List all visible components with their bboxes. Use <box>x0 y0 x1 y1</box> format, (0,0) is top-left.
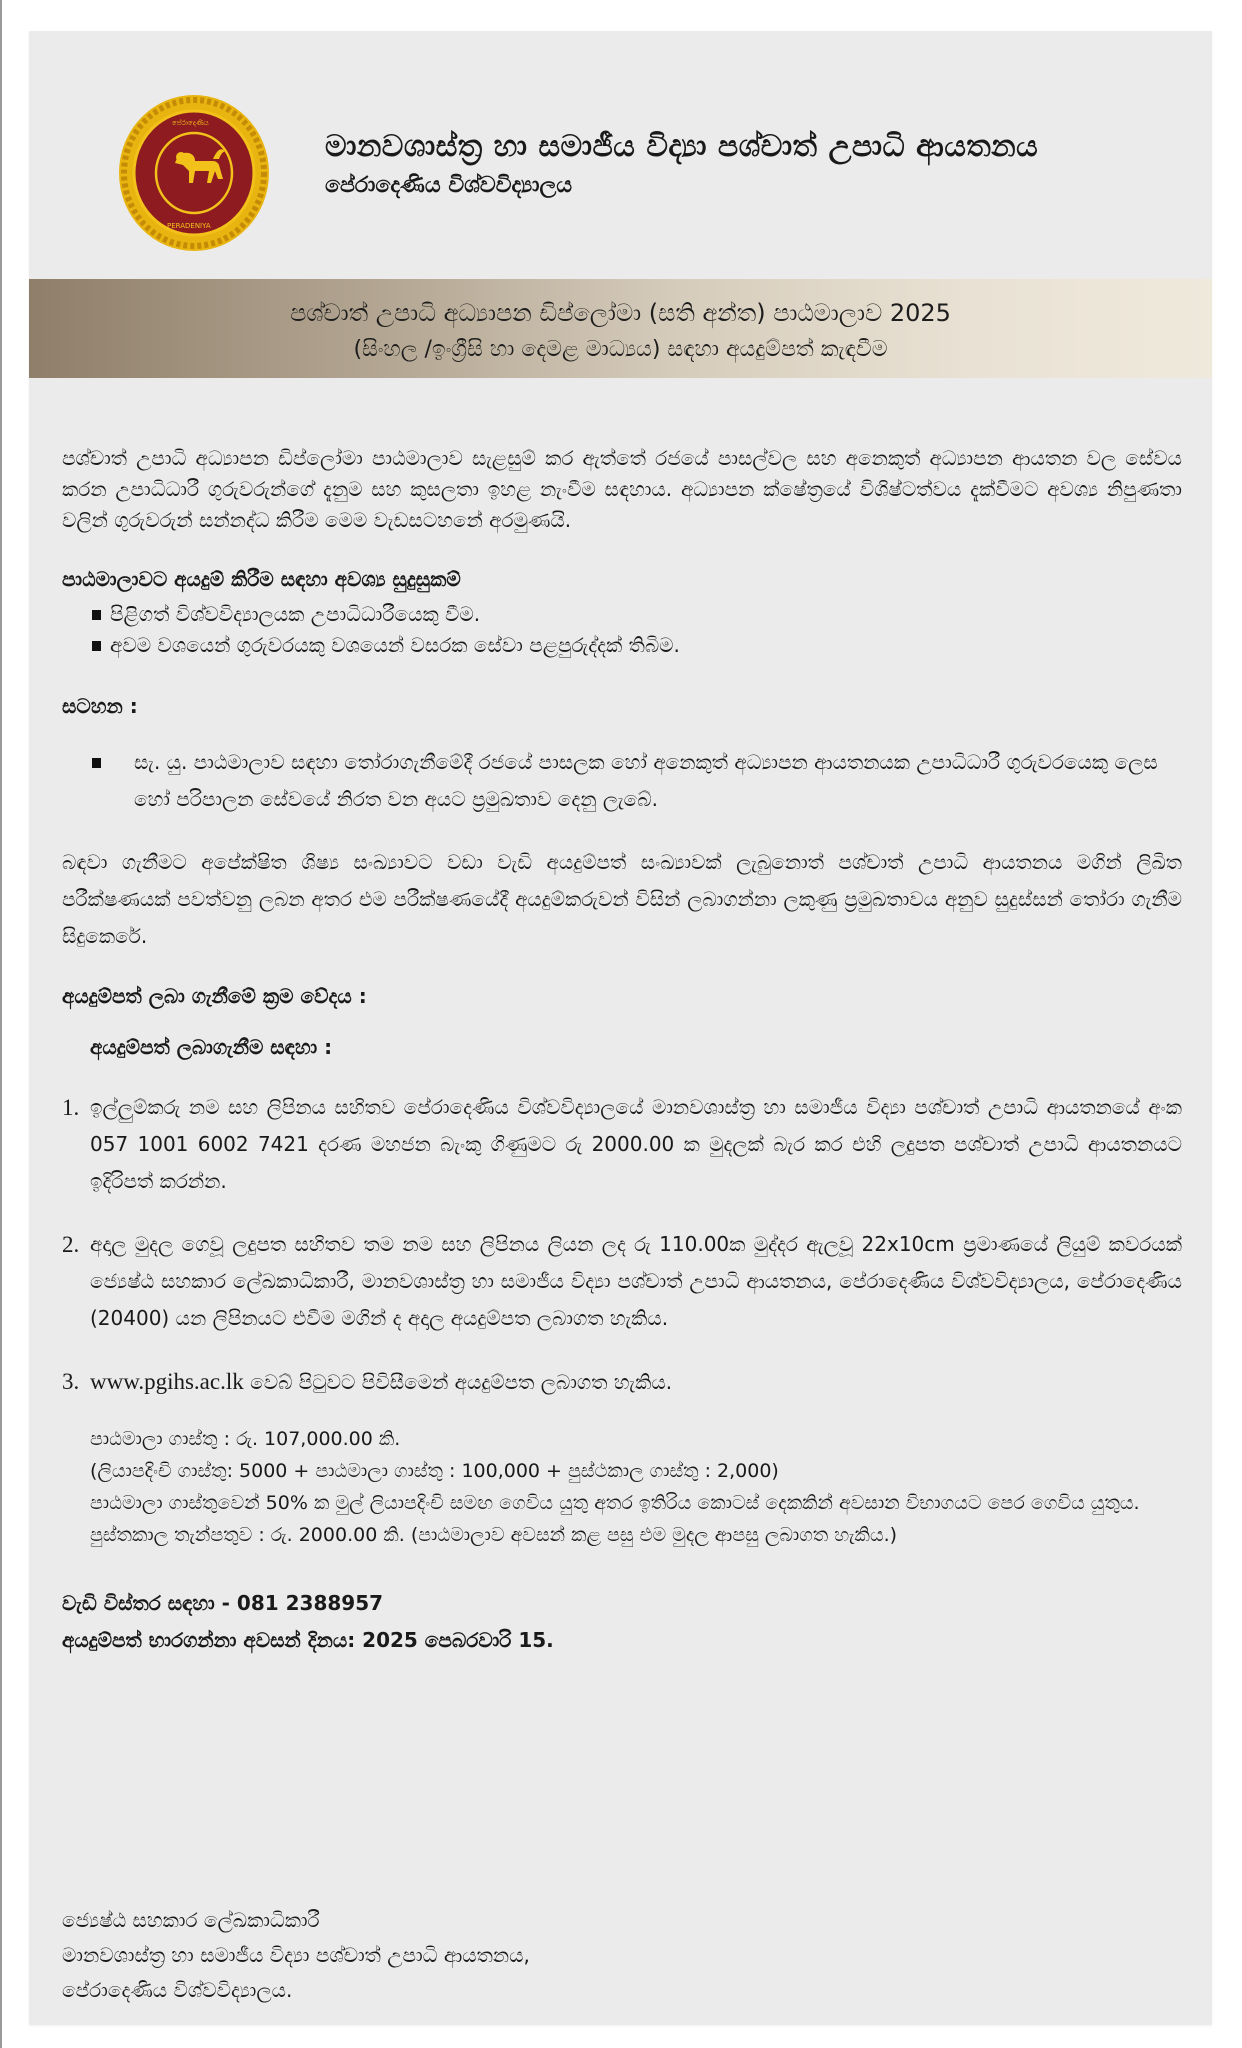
fee-breakdown: (ලියාපදිංචි ගාස්තු: 5000 + පාඨමාලා ගාස්තු : 100,000 + පුස්ථකාල ගාස්තු : 2,000) <box>90 1460 779 1482</box>
signatory-title: ජ්‍යෙෂ්ඨ සහකාර ලේඛකාධිකාරී <box>62 1908 320 1932</box>
course-title: පශ්චාත් උපාධි අධ්‍යාපන ඩිප්ලෝමා (සති අන්ත) පාඨමාලාව 2025 <box>290 299 951 327</box>
note-text: සැ. යු. පාඨමාලාව සඳහා තෝරාගැනීමේදී රජයේ පාසලක හෝ අනෙකුත් අධ්‍යාපන ආයතනයක උපාධිධාරී ගුරුවරයෙකු ලෙස හෝ පරිපාලන සේවයේ නිරත වන අයට ප්‍රමුඛතාව දෙනු ලැබේ. <box>134 750 1158 811</box>
step-text: අදාල මුදල ගෙවූ ලදුපත සහිතව තම නම සහ ලිපිනය ලියන ලද රු 110.00ක මුද්දර ඇලවූ 22x10cm ප්‍රමාණයේ ලියුම් කවරයක් ජ්‍යෙෂ්ඨ සහකාර ලේඛකාධිකාරී, මානවශාස්ත්‍ර හා සමාජීය විද්‍යා පශ්චාත් උපාධි ආයතනය, පේරාදෙණිය විශ්වවිද්‍යාලය, පේරාදෙණිය (20400) යන ලිපිනයට එවීම මගින් ද අදාල අයදුම්පත ලබාගත හැකිය. <box>90 1232 1182 1330</box>
deadline-line: අයදුම්පත් භාරගන්නා අවසන් දිනය: 2025 පෙබරවාරි 15. <box>62 1628 554 1652</box>
eligibility-item <box>62 599 1182 630</box>
step-text: ඉල්ලුම්කරු නම සහ ලිපිනය සහිතව පේරාදෙණිය විශ්වවිද්‍යාලයේ මානවශාස්ත්‍ර හා සමාජීය විද්‍යා පශ්චාත් උපාධි ආයතනයේ අංක 057 1001 6002 7421 දරණ මහජන බැංකු ගිණුමට රු 2000.00 ක මුදලක් බැර කර එහි ලදුපත පශ්චාත් උපාධි ආයතනයට ඉදිරිපත් කරන්න. <box>90 1095 1182 1193</box>
step-number: 2. <box>62 1232 80 1257</box>
signatory-university: පේරාදෙණිය විශ්වවිද්‍යාලය. <box>62 1978 293 2002</box>
step-text: වෙබ් පිටුවට පිවිසීමෙන් අයදුම්පත ලබාගත හැකිය. <box>250 1370 673 1394</box>
eligibility-list <box>62 599 1182 661</box>
eligibility-item-text: පිළිගත් විශ්වවිද්‍යාලයක උපාධිධාරීයෙකු වීම. <box>110 602 481 626</box>
eligibility-item <box>62 630 1182 661</box>
title-banner <box>29 279 1212 378</box>
square-bullet-icon <box>92 758 101 768</box>
header <box>29 31 1212 279</box>
library-deposit: පුස්තකාල තැන්පතුව : රු. 2000.00 කි. (පාඨමාලාව අවසන් කළ පසු එම මුදල ආපසු ලබාගත හැකිය.) <box>90 1524 898 1546</box>
intro-paragraph: පශ්චාත් උපාධි අධ්‍යාපන ඩිප්ලෝමා පාඨමාලාව සැළසුම් කර ඇත්තේ රජයේ පාසල්වල සහ අනෙකුත් අධ්‍යාපන ආයතන වල සේවය කරන උපාධිධාරී ගුරුවරුන්ගේ දැනුම සහ කුසලතා ඉහළ නැංවීම සඳහාය. අධ්‍යාපන ක්ෂේත්‍රයේ විශිෂ්ටත්වය දැක්වීමට අවශ්‍ය නිපුණතා වලින් ගුරුවරුන් සන්නද්ධ කිරීම මෙම වැඩසටහනේ අරමුණයි. <box>62 446 1182 532</box>
course-fee: පාඨමාලා ගාස්තු : රු. 107,000.00 කි. <box>90 1428 401 1450</box>
phone-line: වැඩි විස්තර සඳහා - 081 2388957 <box>62 1591 384 1615</box>
procedure-step <box>62 1363 1182 1401</box>
square-bullet-icon <box>92 641 101 651</box>
step-number: 3. <box>62 1369 80 1394</box>
note-item <box>62 744 1182 818</box>
left-edge-line <box>0 0 2 2048</box>
course-subtitle: (සිංහල /ඉංග්‍රීසි හා දෙමළ මාධ්‍යය) සඳහා අයදුම්පත් කැඳවීම <box>353 337 888 362</box>
procedure-steps <box>62 1089 1182 1401</box>
procedure-step <box>62 1089 1182 1200</box>
step-number: 1. <box>62 1095 80 1120</box>
contact-section <box>62 1585 1182 1659</box>
procedure-step <box>62 1226 1182 1337</box>
procedure-heading: අයදුම්පත් ලබා ගැනීමේ ක්‍රම වේදය : <box>62 984 367 1008</box>
lion-crest-icon <box>117 93 271 253</box>
advertisement-panel <box>29 31 1212 2025</box>
signatory-institute: මානවශාස්ත්‍ර හා සමාජීය විද්‍යා පශ්චාත් උපාධි ආයතනය, <box>62 1943 530 1967</box>
installment-terms: පාඨමාලා ගාස්තුවෙන් 50% ක මුල් ලියාපදිංචි සමඟ ගෙවිය යුතු අතර ඉතිරිය කොටස් දෙකකින් අවසාන විභාගයට පෙර ගෙවිය යුතුය. <box>90 1492 1140 1514</box>
selection-paragraph: බඳවා ගැනීමට අපේක්ෂිත ශිෂ්‍ය සංඛ්‍යාවට වඩා වැඩි අයදුම්පත් සංඛ්‍යාවක් ලැබුනොත් පශ්චාත් උපාධි ආයතනය මගින් ලිඛිත පරීක්ෂණයක් පවත්වනු ලබන අතර එම පරීක්ෂණයේදී අයදුම්කරුවන් විසින් ලබාගන්නා ලකුණු ප්‍රමුඛතාවය අනුව සුදුස්සන් තෝරා ගැනීම සිදුකෙරේ. <box>62 850 1182 948</box>
institute-name: මානවශාස්ත්‍ර හා සමාජීය විද්‍යා පශ්චාත් උපාධි ආයතනය <box>325 129 1039 164</box>
fees-section <box>90 1423 1182 1551</box>
university-crest-logo <box>117 93 271 253</box>
document-body <box>62 411 1182 1659</box>
eligibility-item-text: අවම වශයෙන් ගුරුවරයකු වශයෙන් වසරක සේවා පළපුරුද්දක් තිබිම. <box>110 633 680 657</box>
university-name: පේරාදෙණිය විශ්වවිද්‍යාලය <box>325 173 573 198</box>
procedure-subheading: අයදුම්පත් ලබාගැනීම සඳහා : <box>90 1035 333 1059</box>
eligibility-heading: පාඨමාලාවට අයදුම් කිරීම සඳහා අවශ්‍ය සුදුසුකම් <box>62 567 461 591</box>
square-bullet-icon <box>92 610 101 620</box>
website-link[interactable]: www.pgihs.ac.lk <box>90 1369 244 1394</box>
note-heading: සටහන : <box>62 694 138 718</box>
signature-block <box>62 1903 530 2008</box>
svg-text:පේරාදෙණිය: පේරාදෙණිය <box>172 119 209 127</box>
svg-text:PERADENIYA: PERADENIYA <box>167 222 211 230</box>
